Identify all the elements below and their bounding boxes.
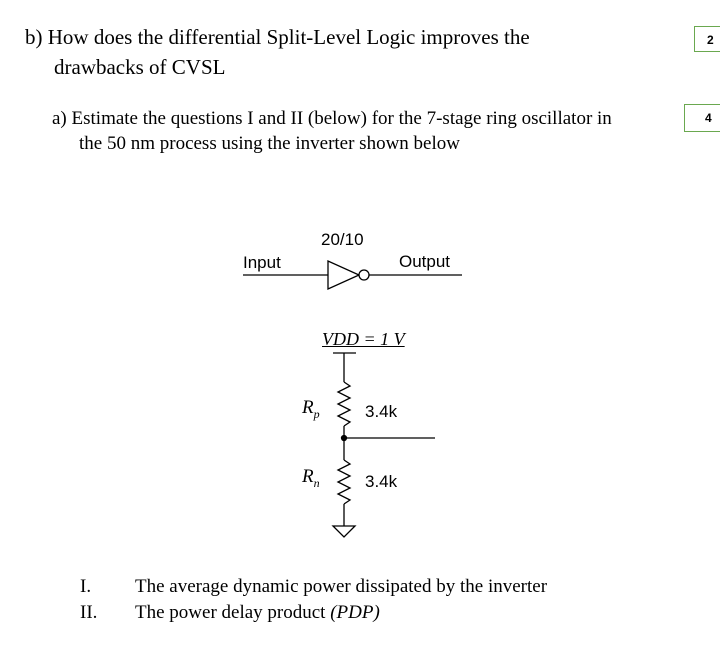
rn-value: 3.4k <box>365 472 398 491</box>
list-item-number: I. <box>80 576 92 597</box>
rn-symbol: R <box>302 466 314 487</box>
rn-resistor <box>338 460 350 504</box>
rp-label <box>302 398 320 424</box>
rn-label <box>302 467 320 493</box>
question-a-line1: a) Estimate the questions I and II (below) for the 7-stage ring oscillator in <box>52 108 612 129</box>
question-a-line2: the 50 nm process using the inverter shown below <box>79 133 460 154</box>
rn-subscript: n <box>313 475 320 490</box>
ground-symbol <box>333 526 355 537</box>
rp-subscript: p <box>313 406 320 421</box>
list-item-text-main: The power delay product <box>135 602 331 623</box>
question-b-line1: b) How does the differential Split-Level Logic improves the <box>25 25 530 49</box>
list-item-text: The average dynamic power dissipated by the inverter <box>135 576 548 597</box>
rp-value: 3.4k <box>365 402 398 421</box>
inverter-bubble <box>359 270 369 280</box>
marks-box-a: 4 <box>684 104 720 132</box>
rp-symbol: R <box>302 397 314 418</box>
question-b-line2: drawbacks of CVSL <box>54 55 226 79</box>
list-item-text <box>135 600 380 626</box>
inverter-size-label: 20/10 <box>321 230 364 249</box>
list-item <box>80 600 547 626</box>
vdd-label <box>322 329 405 349</box>
sub-question-list <box>80 574 547 626</box>
vdd-label-text: VDD = 1 V <box>322 329 405 349</box>
output-node-dot <box>342 436 347 441</box>
input-label: Input <box>243 253 281 272</box>
rp-resistor <box>338 382 350 426</box>
list-item-emphasis: (PDP) <box>330 602 380 623</box>
list-item <box>80 574 547 600</box>
output-label: Output <box>399 252 451 271</box>
list-item-number: II. <box>80 602 98 623</box>
marks-box-b: 2 <box>694 26 720 52</box>
inverter-symbol <box>328 261 359 289</box>
